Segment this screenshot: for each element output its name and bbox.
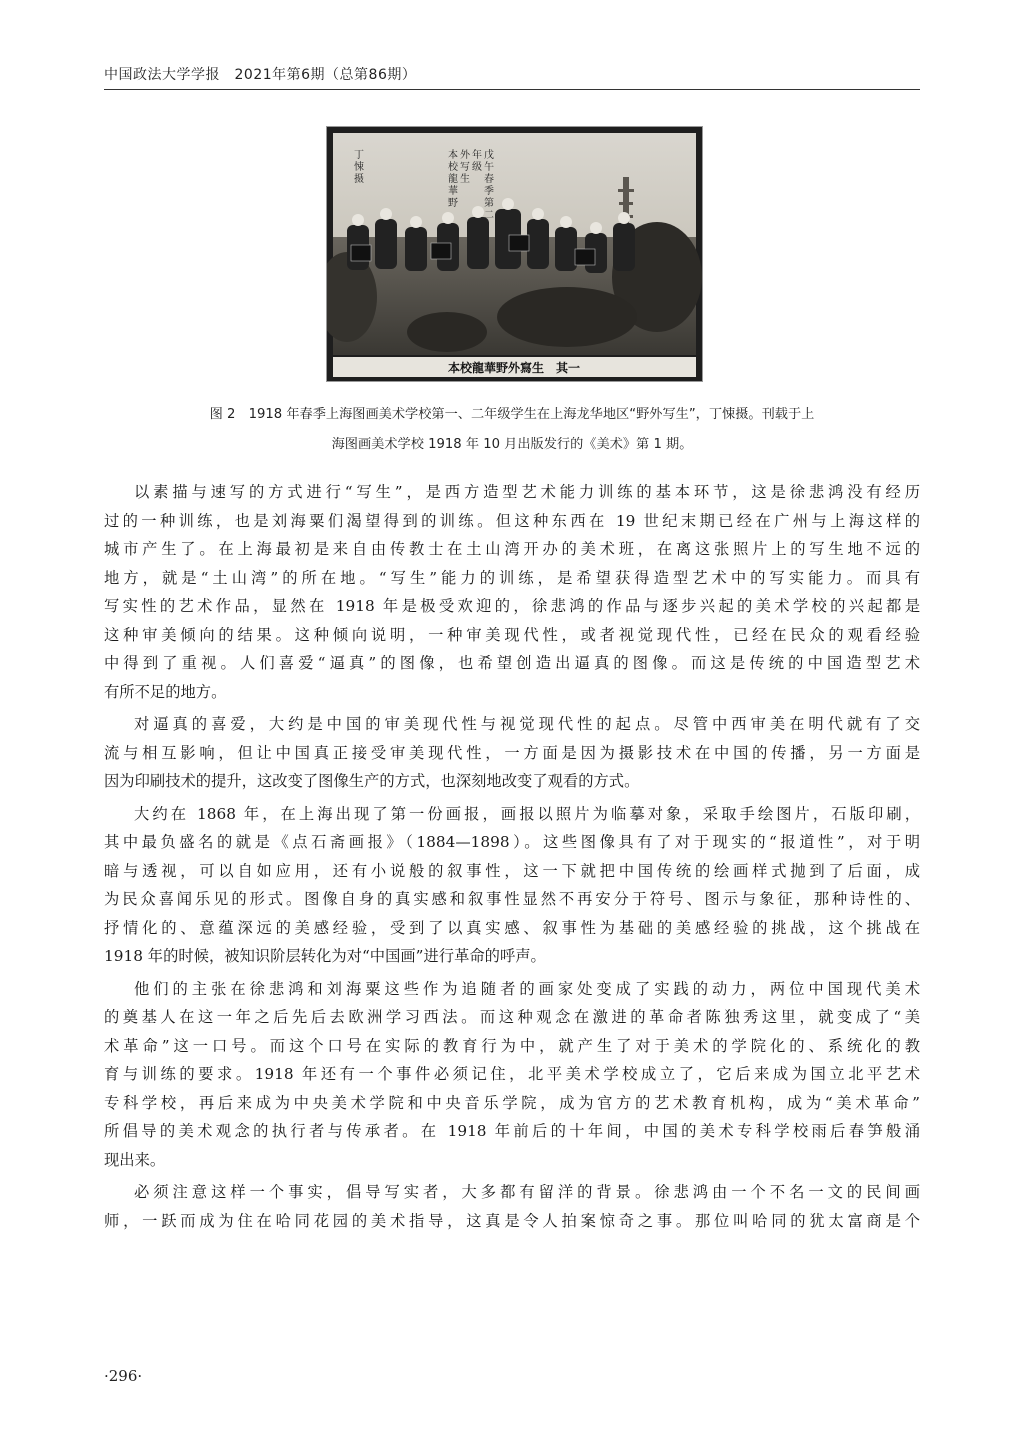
paragraph bbox=[104, 1178, 920, 1235]
photo-illustration bbox=[327, 127, 702, 381]
photo-banner-text: 本校龍華野外寫生 其一 bbox=[447, 361, 581, 375]
historical-photo-figure bbox=[326, 126, 703, 382]
inscription-text: 丁悚摄 bbox=[351, 149, 363, 185]
caption-line: 海图画美术学校 1918 年 10 月出版发行的《美术》第 1 期。 bbox=[331, 437, 693, 452]
text-line: 暗与透视，可以自如应用，还有小说般的叙事性，这一下就把中国传统的绘画样式抛到了后面，成 bbox=[104, 861, 920, 880]
text-line: 专科学校，再后来成为中央美术学院和中央音乐学院，成为官方的艺术教育机构，成为“美术革命” bbox=[104, 1093, 920, 1112]
paragraph bbox=[104, 710, 920, 796]
text-line: 写实性的艺术作品，显然在 1918 年是极受欢迎的，徐悲鸿的作品与逐步兴起的美术学校的兴起都是 bbox=[104, 597, 920, 615]
text-line: 地方，就是“土山湾”的所在地。“写生”能力的训练，是希望获得造型艺术中的写实能力。而具有 bbox=[104, 568, 920, 587]
text-line: 中得到了重视。人们喜爱“逼真”的图像，也希望创造出逼真的图像。而这是传统的中国造型艺术 bbox=[104, 654, 920, 672]
text-line: 必须注意这样一个事实，倡导写实者，大多都有留洋的背景。徐悲鸿由一个不名一文的民间画 bbox=[134, 1183, 920, 1201]
paragraph bbox=[104, 478, 920, 706]
page-number: ·296· bbox=[104, 1367, 143, 1385]
figure-caption bbox=[104, 400, 920, 460]
text-line: 1918 年的时候，被知识阶层转化为对“中国画”进行革命的呼声。 bbox=[104, 947, 546, 965]
text-line: 以素描与速写的方式进行“写生”，是西方造型艺术能力训练的基本环节，这是徐悲鸿没有经历 bbox=[134, 483, 920, 501]
paragraph bbox=[104, 800, 920, 971]
text-line: 为民众喜闻乐见的形式。图像自身的真实感和叙事性显然不再安分于符号、图示与象征，那种诗性的、 bbox=[104, 890, 920, 908]
text-line: 流与相互影响，但让中国真正接受审美现代性，一方面是因为摄影技术在中国的传播，另一方面是 bbox=[104, 743, 920, 762]
text-line: 对逼真的喜爱，大约是中国的审美现代性与视觉现代性的起点。尽管中西审美在明代就有了交 bbox=[134, 715, 920, 733]
text-line: 所倡导的美术观念的执行者与传承者。在 1918 年前后的十年间，中国的美术专科学校雨后春笋般涌 bbox=[104, 1122, 920, 1140]
running-header bbox=[104, 62, 920, 90]
journal-header-text: 中国政法大学学报 2021年第6期（总第86期） bbox=[104, 67, 417, 83]
text-line: 抒情化的、意蕴深远的美感经验，受到了以真实感、叙事性为基础的美感经验的挑战，这个挑战在 bbox=[104, 918, 920, 937]
text-line: 其中最负盛名的就是《点石斋画报》（1884—1898）。这些图像具有了对于现实的“报道性”，对于明 bbox=[104, 833, 920, 851]
text-line: 大约在 1868 年，在上海出现了第一份画报，画报以照片为临摹对象，采取手绘图片，石版印刷， bbox=[134, 804, 920, 823]
text-line: 这种审美倾向的结果。这种倾向说明，一种审美现代性，或者视觉现代性，已经在民众的观看经验 bbox=[104, 625, 920, 644]
text-line: 现出来。 bbox=[104, 1150, 166, 1169]
inscription-text: 外写生 bbox=[457, 149, 469, 185]
text-line: 城市产生了。在上海最初是来自由传教士在土山湾开办的美术班，在离这张照片上的写生地不远的 bbox=[104, 540, 920, 558]
text-line: 他们的主张在徐悲鸿和刘海粟这些作为追随者的画家处变成了实践的动力，两位中国现代美术 bbox=[134, 979, 920, 998]
paragraph bbox=[104, 975, 920, 1175]
text-line: 育与训练的要求。1918 年还有一个事件必须记住，北平美术学校成立了，它后来成为国立北平艺术 bbox=[104, 1065, 920, 1083]
inscription-text: 年级 bbox=[469, 149, 481, 173]
text-line: 的奠基人在这一年之后先后去欧洲学习西法。而这种观念在激进的革命者陈独秀这里，就变成了“美 bbox=[104, 1008, 920, 1026]
inscription-text: 本校龍華野 bbox=[445, 149, 457, 209]
text-line: 有所不足的地方。 bbox=[104, 682, 227, 701]
text-line: 过的一种训练，也是刘海粟们渴望得到的训练。但这种东西在 19 世纪末期已经在广州与上海这样的 bbox=[104, 511, 920, 530]
caption-line: 图 2 1918 年春季上海图画美术学校第一、二年级学生在上海龙华地区“野外写生”，丁悚摄。刊载于上 bbox=[209, 407, 815, 422]
text-line: 因为印刷技术的提升，这改变了图像生产的方式，也深刻地改变了观看的方式。 bbox=[104, 772, 640, 790]
text-line: 术革命”这一口号。而这个口号在实际的教育行为中，就产生了对于美术的学院化的、系统化的教 bbox=[104, 1036, 920, 1055]
article-body bbox=[104, 478, 920, 1239]
inscription-text: 戊午春季第二 bbox=[481, 149, 493, 221]
text-line: 师，一跃而成为住在哈同花园的美术指导，这真是令人拍案惊奇之事。那位叫哈同的犹太富商是个 bbox=[104, 1211, 920, 1230]
